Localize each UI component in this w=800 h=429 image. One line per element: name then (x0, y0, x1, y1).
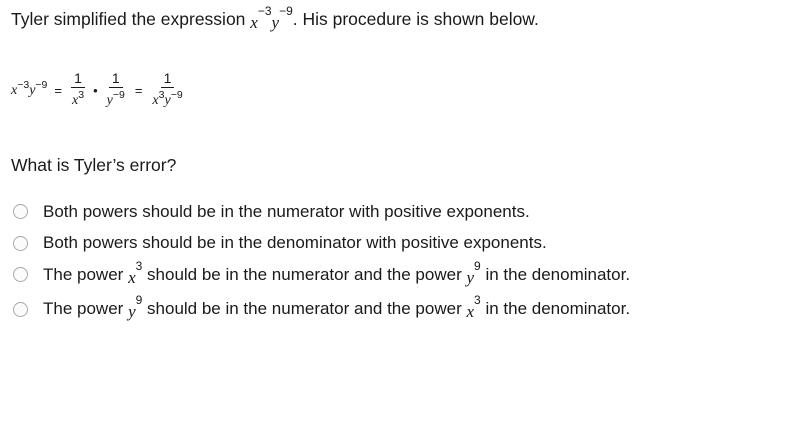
lhs-var-y: y (29, 83, 36, 98)
prompt-text-after: . His procedure is shown below. (292, 9, 539, 29)
fraction-3-numerator: 1 (161, 70, 175, 88)
option-3-exp-2: 9 (474, 258, 481, 273)
option-4-var-1: y (128, 302, 136, 322)
equals-sign-1: = (54, 82, 62, 98)
procedure-lhs (11, 81, 47, 99)
option-3-var-2: y (466, 267, 475, 287)
fraction-3-den-exp-x: 3 (158, 89, 165, 101)
fraction-3-den-var-x: x (152, 93, 159, 108)
option-3-pre: The power (43, 264, 124, 284)
option-4-pre: The power (43, 299, 124, 319)
fraction-1-denominator (69, 88, 87, 110)
lhs-exp-y: −9 (35, 79, 48, 91)
radio-button-icon[interactable] (13, 302, 28, 317)
question-text: What is Tyler’s error? (11, 155, 177, 175)
option-4-var-2: x (466, 302, 475, 322)
fraction-1-den-var: x (72, 93, 79, 108)
fraction-2-den-exp: −9 (112, 89, 125, 101)
radio-button-icon[interactable] (13, 236, 28, 251)
option-4-exp-2: 3 (474, 293, 481, 308)
option-3-var-1: x (128, 267, 136, 287)
multiplication-dot: • (93, 82, 98, 98)
fraction-2-denominator (104, 88, 128, 110)
radio-button-icon[interactable] (13, 267, 28, 282)
prompt-exp-x: −3 (257, 4, 272, 18)
radio-button-icon[interactable] (13, 204, 28, 219)
fraction-1-den-exp: 3 (78, 89, 85, 101)
fraction-2-den-var: y (106, 93, 113, 108)
prompt-exp-y: −9 (279, 4, 293, 18)
fraction-3 (149, 70, 185, 110)
option-3-mid: should be in the numerator and the power (147, 264, 462, 284)
option-3-exp-1: 3 (135, 258, 143, 273)
fraction-1 (69, 70, 87, 110)
answer-option-3[interactable] (13, 259, 630, 291)
lhs-exp-x: −3 (17, 79, 30, 91)
answer-option-1-label: Both powers should be in the numerator with positive exponents. (43, 201, 530, 221)
option-4-post: in the denominator. (485, 299, 631, 319)
prompt-text-before: Tyler simplified the expression (11, 9, 246, 29)
answer-option-4-label (43, 293, 631, 322)
fraction-3-den-var-y: y (164, 93, 171, 108)
lhs-var-x: x (11, 83, 18, 98)
prompt-var-y: y (271, 13, 280, 32)
answer-options (13, 196, 630, 325)
fraction-3-denominator (149, 88, 185, 110)
answer-option-2-label: Both powers should be in the denominator with positive exponents. (43, 233, 547, 253)
answer-option-3-label (43, 258, 631, 287)
question-prompt (11, 4, 539, 32)
equals-sign-2: = (134, 82, 143, 98)
answer-option-4[interactable] (13, 294, 630, 326)
answer-option-2[interactable] (13, 228, 630, 260)
option-4-exp-1: 9 (135, 293, 143, 308)
answer-option-1[interactable] (13, 196, 630, 228)
fraction-2 (104, 70, 128, 110)
fraction-2-numerator: 1 (109, 70, 123, 88)
prompt-var-x: x (250, 13, 258, 32)
fraction-3-den-exp-y: −9 (170, 89, 183, 101)
procedure-equation (11, 62, 186, 118)
option-3-post: in the denominator. (485, 264, 631, 284)
fraction-1-numerator: 1 (71, 70, 85, 88)
option-4-mid: should be in the numerator and the power (147, 299, 462, 319)
